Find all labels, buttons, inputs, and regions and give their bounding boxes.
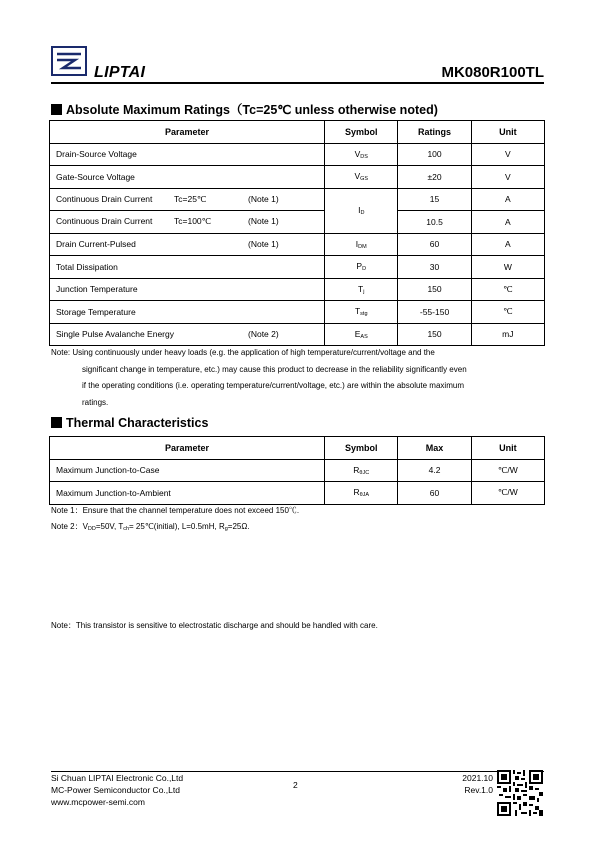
value-cell: 30 [398,256,471,279]
table-row [50,211,545,234]
header-rule [51,82,544,84]
table-row [50,233,545,256]
table-row [50,278,545,301]
table-row [50,166,545,189]
param-cell: Junction Temperature [50,278,325,301]
param-cell: Maximum Junction-to-Case [50,459,325,482]
param-cell: Continuous Drain Current Tc=25℃ (Note 1) [50,188,325,211]
param-cell: Gate-Source Voltage [50,166,325,189]
footer-companies [51,772,183,808]
table-row [50,301,545,324]
company-2: MC-Power Semiconductor Co.,Ltd [51,785,180,795]
symbol-cell: $T_{stg}$ [325,301,398,324]
value-cell: 150 [398,323,471,346]
header-symbol: Symbol [325,437,398,460]
website: www.mcpower-semi.com [51,797,145,807]
symbol-cell: $V_{GS}$ [325,166,398,189]
table-row [50,323,545,346]
table-row [50,143,545,166]
footer-revision [462,772,493,796]
value-cell: -55-150 [398,301,471,324]
unit-cell: W [471,256,544,279]
qr-code-icon [497,770,543,816]
value-cell: 15 [398,188,471,211]
header-unit: Unit [471,437,544,460]
table-row [50,188,545,211]
symbol-cell: $V_{DS}$ [325,143,398,166]
symbol-cell: $R_{\theta JC}$ [325,459,398,482]
unit-cell: ℃ [471,301,544,324]
symbol-cell: $T_j$ [325,278,398,301]
unit-cell: A [471,233,544,256]
usage-note: Note: Using continuously under heavy loads (e.g. the application of high temperature/current/voltage and the significant change in temperature, etc.) may cause this product to decrease in the reliability significantly even if the operating conditions (i.e. operating temperature/current/voltage, etc.) are within the absolute maximum ratings. [51,348,467,407]
value-cell: 60 [398,233,471,256]
page-number: 2 [293,780,298,790]
symbol-cell: $P_D$ [325,256,398,279]
value-cell: 100 [398,143,471,166]
header-parameter: Parameter [50,121,325,144]
value-cell: 60 [398,482,471,505]
unit-cell: mJ [471,323,544,346]
brand-name: LIPTAI [94,64,146,81]
table-row [50,256,545,279]
param-cell: Drain Current-Pulsed (Note 1) [50,233,325,256]
symbol-cell: $E_{AS}$ [325,323,398,346]
section-title-thermal: Thermal Characteristics [51,416,208,430]
note-1: Note 1：Ensure that the channel temperature does not exceed 150℃. [51,506,300,515]
company-1: Si Chuan LIPTAI Electronic Co.,Ltd [51,773,184,783]
header-max: Max [398,437,471,460]
unit-cell: A [471,211,544,234]
unit-cell: ℃ [471,278,544,301]
param-cell: Drain-Source Voltage [50,143,325,166]
symbol-cell: $I_D$ [325,188,398,233]
section-title-abs-max: Absolute Maximum Ratings（Tc=25℃ unless otherwise noted) [51,100,438,118]
unit-cell: A [471,188,544,211]
unit-cell: V [471,143,544,166]
header-symbol: Symbol [325,121,398,144]
table-row [50,459,545,482]
value-cell: ±20 [398,166,471,189]
unit-cell: ℃/W [471,459,544,482]
abs-max-ratings-table [49,120,545,346]
symbol-cell: $I_{DM}$ [325,233,398,256]
liptai-logo [51,46,87,76]
param-cell: Storage Temperature [50,301,325,324]
param-cell: Continuous Drain Current Tc=100℃ (Note 1) [50,211,325,234]
header-ratings: Ratings [398,121,471,144]
table-header-row [50,437,545,460]
table-row [50,482,545,505]
bullet-square-icon [51,417,62,428]
part-number: MK080R100TL [441,64,544,81]
note-2: Note 2：$V_{DD}=50V$, $T_{ch}=$ 25℃(initial), L=0.5mH, $R_g=25\Omega$. [51,522,250,532]
thermal-table [49,436,545,505]
header-unit: Unit [471,121,544,144]
value-cell: 10.5 [398,211,471,234]
param-cell: Maximum Junction-to-Ambient [50,482,325,505]
table-header-row [50,121,545,144]
param-cell: Total Dissipation [50,256,325,279]
unit-cell: V [471,166,544,189]
value-cell: 4.2 [398,459,471,482]
bullet-square-icon [51,104,62,115]
esd-note: Note：This transistor is sensitive to electrostatic discharge and should be handled with care. [51,621,378,630]
value-cell: 150 [398,278,471,301]
param-cell: Single Pulse Avalanche Energy (Note 2) [50,323,325,346]
header-parameter: Parameter [50,437,325,460]
symbol-cell: $R_{\theta JA}$ [325,482,398,505]
date: 2021.10 [462,773,493,783]
unit-cell: ℃/W [471,482,544,505]
revision: Rev.1.0 [464,785,493,795]
